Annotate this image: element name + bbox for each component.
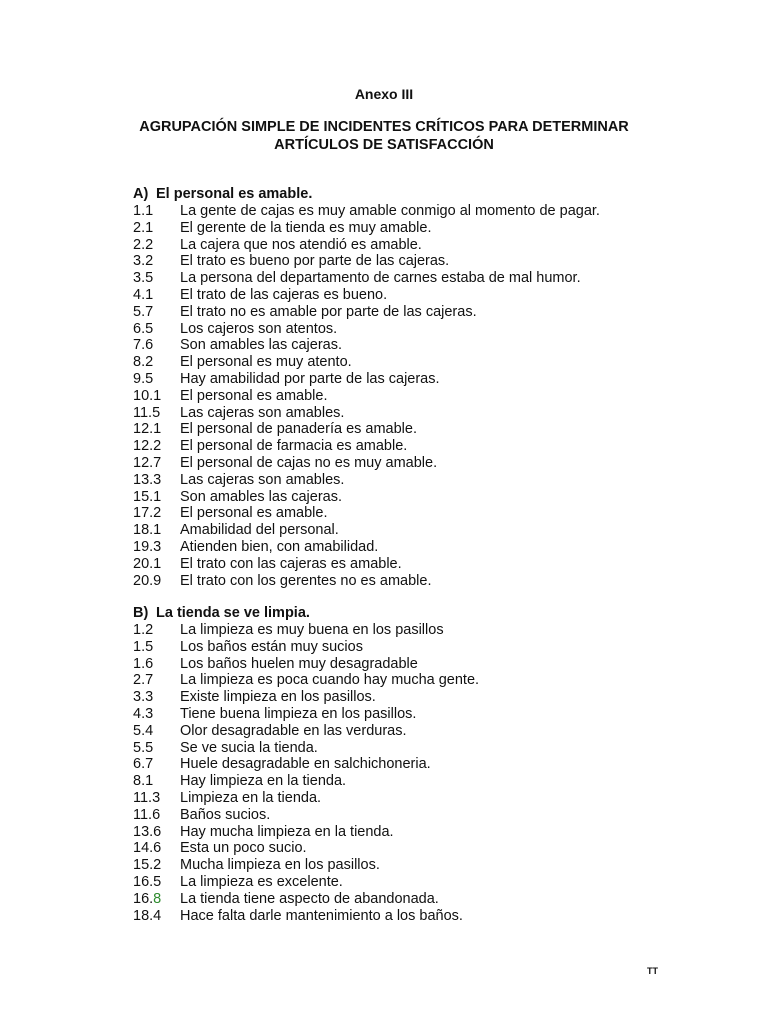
section-letter: B) — [133, 605, 149, 621]
item-text: Esta un poco sucio. — [180, 840, 307, 857]
item-number: 11.6 — [133, 806, 161, 823]
list-item — [133, 573, 693, 590]
item-text: Las cajeras son amables. — [180, 404, 345, 421]
list-item — [133, 455, 693, 472]
item-number: 15.2 — [133, 857, 162, 874]
item-text: El trato es bueno por parte de las cajeras. — [180, 253, 450, 270]
item-number: 6.5 — [133, 320, 154, 337]
item-text: Hay amabilidad por parte de las cajeras. — [180, 370, 440, 387]
item-number: 7.6 — [133, 337, 154, 354]
item-number: 19.3 — [133, 538, 162, 555]
list-item — [133, 908, 693, 925]
list-item — [133, 472, 693, 489]
item-number: 1.2 — [133, 622, 154, 638]
list-item — [133, 253, 693, 270]
item-number: 4.1 — [133, 286, 154, 303]
item-text: La limpieza es poca cuando hay mucha gente. — [180, 672, 480, 689]
title-line-1: AGRUPACIÓN SIMPLE DE INCIDENTES CRÍTICOS PARA DETERMINAR — [139, 119, 629, 135]
item-number: 3.2 — [133, 253, 154, 270]
list-item — [133, 824, 693, 841]
section-heading — [133, 604, 693, 622]
item-number: 15.1 — [133, 488, 162, 505]
item-text: Limpieza en la tienda. — [180, 789, 322, 806]
list-item — [133, 203, 693, 220]
item-number: 10.1 — [133, 387, 162, 404]
list-item — [133, 840, 693, 857]
list-item — [133, 505, 693, 522]
item-text: Tiene buena limpieza en los pasillos. — [180, 705, 417, 722]
list-item — [133, 773, 693, 790]
item-text: La tienda tiene aspecto de abandonada. — [180, 890, 439, 907]
item-text: Mucha limpieza en los pasillos. — [180, 857, 380, 874]
list-item — [133, 237, 693, 254]
list-item — [133, 489, 693, 506]
item-text: El gerente de la tienda es muy amable. — [180, 219, 432, 236]
list-item — [133, 706, 693, 723]
item-text: Son amables las cajeras. — [180, 488, 342, 505]
item-text: El trato de las cajeras es bueno. — [180, 286, 388, 303]
annex-label: Anexo III — [354, 86, 414, 102]
item-text: Hay mucha limpieza en la tienda. — [180, 823, 394, 840]
item-number: 8.1 — [133, 773, 154, 790]
item-text: El trato con las cajeras es amable. — [180, 555, 402, 572]
item-text: El personal de cajas no es muy amable. — [180, 454, 438, 471]
item-text: Hay limpieza en la tienda. — [180, 773, 347, 790]
item-number: 12.2 — [133, 438, 162, 455]
list-item — [133, 522, 693, 539]
item-number: 2.7 — [133, 672, 154, 689]
list-item — [133, 790, 693, 807]
item-text: El trato con los gerentes no es amable. — [180, 572, 432, 589]
section-heading-text: La tienda se ve limpia. — [156, 605, 310, 621]
item-number: 20.9 — [133, 572, 162, 589]
list-item — [133, 656, 693, 673]
item-number: 4.3 — [133, 705, 154, 722]
item-number — [133, 891, 180, 908]
list-item — [133, 438, 693, 455]
list-item — [133, 337, 693, 354]
item-number: 20.1 — [133, 555, 162, 572]
section-a — [133, 185, 693, 589]
item-number-prefix: 16. — [133, 890, 154, 907]
item-number: 6.7 — [133, 756, 154, 773]
item-text: Atienden bien, con amabilidad. — [180, 538, 379, 555]
item-text: Existe limpieza en los pasillos. — [180, 689, 376, 706]
item-text: Los cajeros son atentos. — [180, 320, 338, 337]
item-text: El trato no es amable por parte de las cajeras. — [180, 303, 477, 320]
item-text: Baños sucios. — [180, 806, 271, 823]
section-heading-text: El personal es amable. — [156, 186, 313, 202]
list-item — [133, 891, 693, 908]
item-text: El personal es muy atento. — [180, 354, 352, 371]
list-item — [133, 723, 693, 740]
section-heading — [133, 185, 693, 203]
item-text: La gente de cajas es muy amable conmigo al momento de pagar. — [180, 203, 600, 219]
item-number: 16.5 — [133, 873, 162, 890]
item-number: 12.7 — [133, 454, 162, 471]
list-item — [133, 371, 693, 388]
item-number: 12.1 — [133, 421, 162, 438]
list-item — [133, 756, 693, 773]
list-item — [133, 639, 693, 656]
item-text: Hace falta darle mantenimiento a los baños. — [180, 907, 463, 924]
item-text: El personal de farmacia es amable. — [180, 438, 408, 455]
list-item — [133, 874, 693, 891]
item-number: 3.3 — [133, 689, 154, 706]
item-number: 1.1 — [133, 203, 154, 219]
item-number: 5.7 — [133, 303, 154, 320]
list-item — [133, 740, 693, 757]
item-number: 18.4 — [133, 907, 162, 924]
item-number: 11.5 — [133, 404, 161, 421]
item-text: El personal de panadería es amable. — [180, 421, 417, 438]
item-text: La limpieza es muy buena en los pasillos — [180, 622, 444, 638]
item-number: 5.5 — [133, 739, 154, 756]
item-number: 5.4 — [133, 722, 154, 739]
list-item — [133, 421, 693, 438]
list-item — [133, 321, 693, 338]
item-number: 3.5 — [133, 270, 154, 287]
list-item — [133, 622, 693, 639]
item-text: Huele desagradable en salchichoneria. — [180, 756, 431, 773]
list-item — [133, 354, 693, 371]
item-text: La cajera que nos atendió es amable. — [180, 236, 422, 253]
item-number: 9.5 — [133, 370, 154, 387]
item-text: La limpieza es excelente. — [180, 873, 343, 890]
list-item — [133, 220, 693, 237]
item-text: Olor desagradable en las verduras. — [180, 722, 407, 739]
document-title — [0, 118, 768, 154]
item-text: Amabilidad del personal. — [180, 522, 339, 539]
item-number: 13.6 — [133, 823, 162, 840]
item-text: Los baños huelen muy desagradable — [180, 655, 418, 672]
section-b — [133, 604, 693, 924]
item-number-highlight: 8 — [153, 890, 162, 907]
item-number: 2.2 — [133, 236, 154, 253]
item-number: 14.6 — [133, 840, 162, 857]
list-item — [133, 556, 693, 573]
item-text: Las cajeras son amables. — [180, 471, 345, 488]
list-item — [133, 287, 693, 304]
item-number: 18.1 — [133, 522, 162, 539]
item-text: El personal es amable. — [180, 387, 328, 404]
list-item — [133, 539, 693, 556]
list-item — [133, 857, 693, 874]
item-text: Se ve sucia la tienda. — [180, 739, 318, 756]
title-line-2: ARTÍCULOS DE SATISFACCIÓN — [274, 137, 494, 153]
section-letter: A) — [133, 186, 149, 202]
item-number: 2.1 — [133, 219, 154, 236]
item-text: El personal es amable. — [180, 505, 328, 522]
item-number: 8.2 — [133, 354, 154, 371]
list-item — [133, 807, 693, 824]
item-number: 11.3 — [133, 789, 161, 806]
item-number: 17.2 — [133, 505, 162, 522]
item-text: Son amables las cajeras. — [180, 337, 342, 354]
list-item — [133, 672, 693, 689]
list-item — [133, 388, 693, 405]
item-text: Los baños están muy sucios — [180, 638, 363, 655]
page-mark: TT — [647, 966, 658, 976]
list-item — [133, 304, 693, 321]
list-item — [133, 689, 693, 706]
item-number: 1.6 — [133, 655, 154, 672]
item-number: 13.3 — [133, 471, 162, 488]
list-item — [133, 270, 693, 287]
item-text: La persona del departamento de carnes estaba de mal humor. — [180, 270, 581, 287]
list-item — [133, 405, 693, 422]
item-number: 1.5 — [133, 638, 154, 655]
